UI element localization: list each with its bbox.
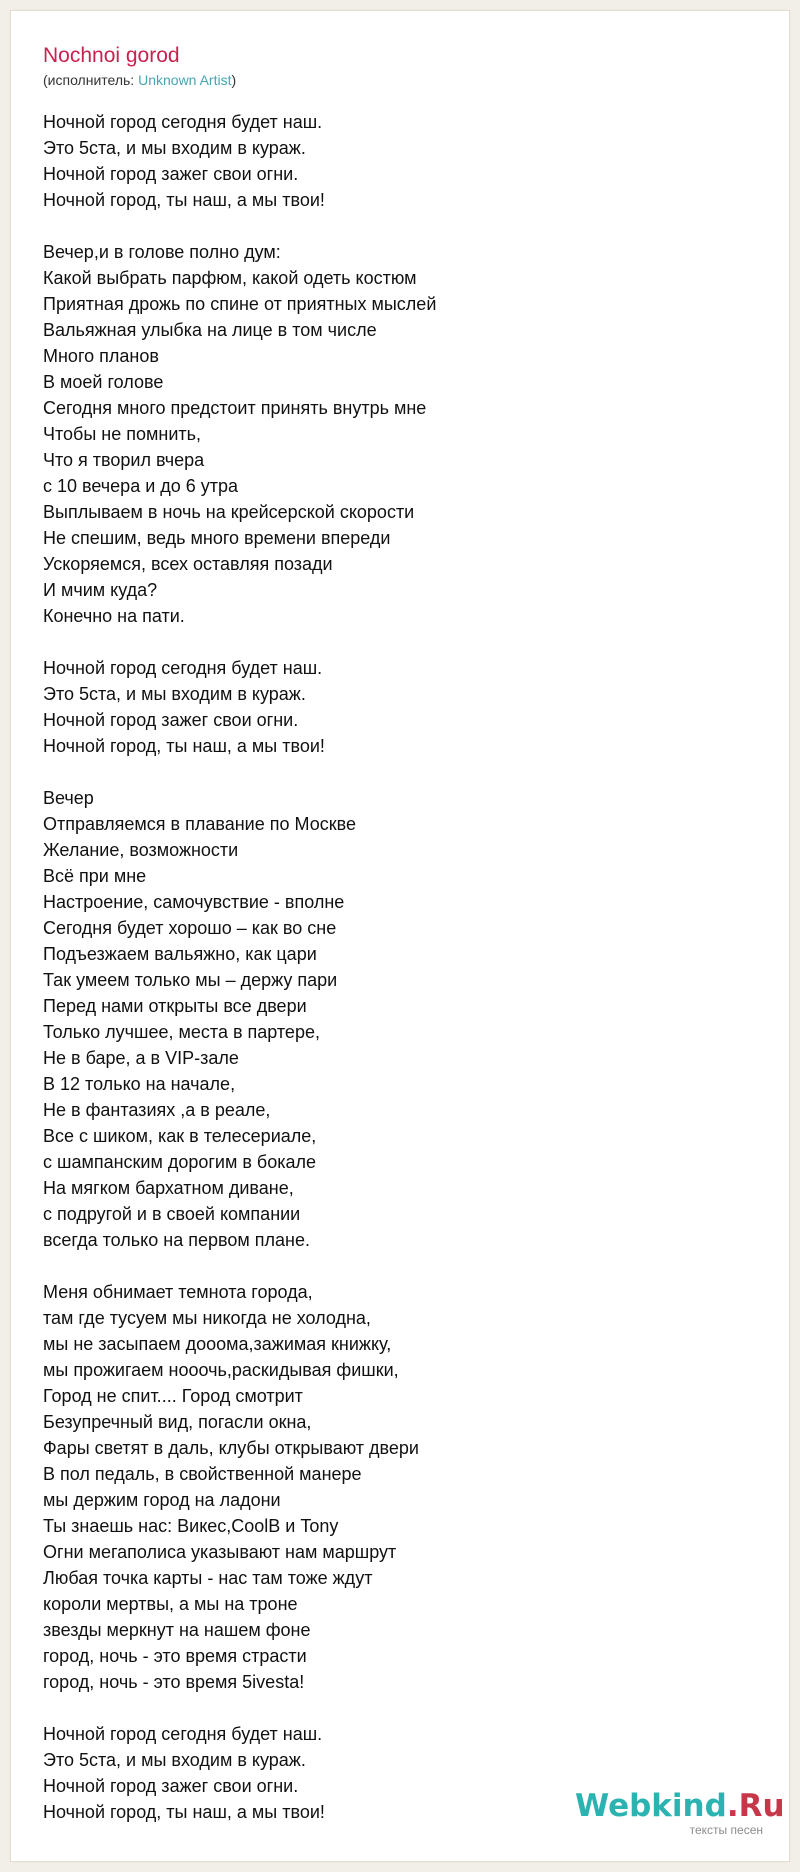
lyric-line: Всё при мне — [43, 866, 147, 886]
lyric-line: мы не засыпаем дооома,зажимая книжку, — [43, 1334, 392, 1354]
lyric-line: Ты знаешь нас: Викес,CoolB и Tony — [43, 1516, 339, 1536]
lyric-line: Сегодня будет хорошо – как во сне — [43, 918, 337, 938]
lyric-line: В 12 только на начале, — [43, 1074, 236, 1094]
lyric-line: Чтобы не помнить, — [43, 424, 202, 444]
lyric-line: Что я творил вчера — [43, 450, 205, 470]
lyric-line: Любая точка карты - нас там тоже ждут — [43, 1568, 373, 1588]
lyric-line: Фары светят в даль, клубы открывают двери — [43, 1438, 419, 1458]
lyric-line: Это 5ста, и мы входим в кураж. — [43, 1750, 306, 1770]
lyric-line: Ускоряемся, всех оставляя позади — [43, 554, 333, 574]
lyric-line: город, ночь - это время 5ivesta! — [43, 1672, 305, 1692]
lyric-line: короли мертвы, а мы на троне — [43, 1594, 298, 1614]
lyric-line: Настроение, самочувствие - вполне — [43, 892, 345, 912]
logo-tagline: тексты песен — [689, 1823, 763, 1837]
lyric-line: всегда только на первом плане. — [43, 1230, 310, 1250]
lyric-line: город, ночь - это время страсти — [43, 1646, 307, 1666]
lyric-line: Это 5ста, и мы входим в кураж. — [43, 684, 306, 704]
lyric-line: Ночной город зажег свои огни. — [43, 710, 299, 730]
lyric-line: Ночной город зажег свои огни. — [43, 164, 299, 184]
lyric-line: Не в фантазиях ,а в реале, — [43, 1100, 271, 1120]
artist-line — [43, 73, 236, 87]
lyric-line: Безупречный вид, погасли окна, — [43, 1412, 312, 1432]
lyric-line: Ночной город, ты наш, а мы твои! — [43, 190, 325, 210]
lyric-line: Ночной город, ты наш, а мы твои! — [43, 1802, 325, 1822]
lyrics-stanza — [43, 655, 763, 759]
lyric-line: Отправляемся в плавание по Москве — [43, 814, 356, 834]
lyric-line: Сегодня много предстоит принять внутрь мне — [43, 398, 427, 418]
lyric-line: звезды меркнут на нашем фоне — [43, 1620, 311, 1640]
lyric-line: Желание, возможности — [43, 840, 239, 860]
lyrics-stanza — [43, 1279, 763, 1695]
lyric-line: Вечер,и в голове полно дум: — [43, 242, 281, 262]
lyric-line: Только лучшее, места в партере, — [43, 1022, 320, 1042]
lyric-line: Подъезжаем вальяжно, как цари — [43, 944, 317, 964]
lyrics-stanza — [43, 109, 763, 213]
lyric-line: мы держим город на ладони — [43, 1490, 281, 1510]
lyric-line: Так умеем только мы – держу пари — [43, 970, 338, 990]
lyric-line: Меня обнимает темнота города, — [43, 1282, 313, 1302]
logo-name: Webkind — [575, 1788, 727, 1824]
lyric-line: с 10 вечера и до 6 утра — [43, 476, 239, 496]
logo-wordmark — [575, 1788, 785, 1824]
lyrics-page — [10, 10, 790, 1862]
lyric-line: там где тусуем мы никогда не холодна, — [43, 1308, 371, 1328]
lyric-line: Это 5ста, и мы входим в кураж. — [43, 138, 306, 158]
lyric-line: Ночной город сегодня будет наш. — [43, 112, 323, 132]
lyric-line: Ночной город, ты наш, а мы твои! — [43, 736, 325, 756]
webkind-logo — [575, 1788, 785, 1843]
lyric-line: Ночной город сегодня будет наш. — [43, 658, 323, 678]
lyric-line: Вальяжная улыбка на лице в том числе — [43, 320, 377, 340]
artist-suffix: ) — [231, 72, 237, 88]
lyric-line: На мягком бархатном диване, — [43, 1178, 294, 1198]
lyric-line: Какой выбрать парфюм, какой одеть костюм — [43, 268, 417, 288]
lyric-line: В пол педаль, в свойственной манере — [43, 1464, 362, 1484]
lyric-line: Вечер — [43, 788, 94, 808]
lyric-line: Много планов — [43, 346, 159, 366]
lyric-line: Конечно на пати. — [43, 606, 185, 626]
lyric-line: Ночной город зажег свои огни. — [43, 1776, 299, 1796]
lyric-line: В моей голове — [43, 372, 164, 392]
artist-prefix: (исполнитель: — [43, 72, 139, 88]
lyric-line: Огни мегаполиса указывают нам маршрут — [43, 1542, 397, 1562]
lyric-line: Не в баре, а в VIP-зале — [43, 1048, 239, 1068]
lyric-line: Ночной город сегодня будет наш. — [43, 1724, 323, 1744]
lyric-line: Все с шиком, как в телесериале, — [43, 1126, 317, 1146]
lyrics-stanza — [43, 785, 763, 1253]
lyric-line: Город не спит.... Город смотрит — [43, 1386, 303, 1406]
lyrics-stanza — [43, 239, 763, 629]
lyric-line: Не спешим, ведь много времени впереди — [43, 528, 391, 548]
lyric-line: Выплываем в ночь на крейсерской скорости — [43, 502, 415, 522]
lyric-line: с шампанским дорогим в бокале — [43, 1152, 317, 1172]
lyrics-body — [43, 109, 763, 1851]
song-title: Nochnoi gorod — [43, 44, 180, 67]
artist-link[interactable]: Unknown Artist — [138, 72, 232, 88]
lyric-line: Перед нами открыты все двери — [43, 996, 307, 1016]
lyric-line: Приятная дрожь по спине от приятных мыслей — [43, 294, 437, 314]
lyric-line: с подругой и в своей компании — [43, 1204, 301, 1224]
lyric-line: И мчим куда? — [43, 580, 158, 600]
lyric-line: мы прожигаем нооочь,раскидывая фишки, — [43, 1360, 399, 1380]
logo-tld: .Ru — [726, 1788, 785, 1824]
